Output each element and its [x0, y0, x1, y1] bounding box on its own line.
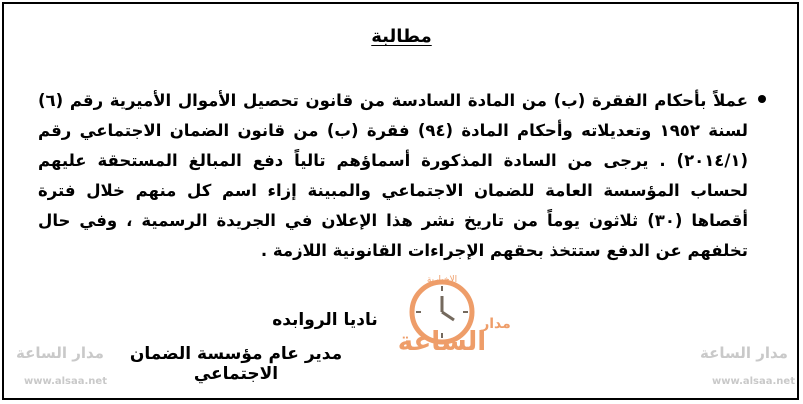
logo-side-text: مدار [481, 316, 511, 332]
watermark-left-text: مدار الساعة [16, 344, 104, 362]
document-title: مطالبة [371, 26, 432, 47]
signer-name: ناديا الروابده [272, 310, 378, 330]
watermark-right-url: www.alsaa.net [712, 376, 795, 387]
signer-title: مدير عام مؤسسة الضمان الاجتماعي [129, 344, 343, 384]
watermark-left-url: www.alsaa.net [24, 376, 107, 387]
logo-top-text: الاخبارية [426, 275, 458, 285]
watermark-right-text: مدار الساعة [700, 344, 788, 362]
bullet-point [758, 95, 766, 103]
logo-main-text: الساعة [397, 327, 487, 357]
document-body: عملاً بأحكام الفقرة (ب) من المادة السادسة من قانون تحصيل الأموال الأميرية رقم (٦) لسنة ١٩٥٢ وتعديلاته وأحكام المادة (٩٤) فقرة (ب) من قانون الضمان الاجتماعي رقم (٢٠١٤/١) . يرجى من السادة المذكورة أسماؤهم تالياً دفع المبالغ المستحقة عليهم لحساب المؤسسة العامة للضمان الاجتماعي والمبينة إزاء اسم كل منهم خلال فترة أقصاها (٣٠) ثلاثون يوماً من تاريخ نشر هذا الإعلان في الجريدة الرسمية ، وفي حال تخلفهم عن الدفع ستتخذ بحقهم الإجراءات القانونية اللازمة . [38, 91, 748, 260]
